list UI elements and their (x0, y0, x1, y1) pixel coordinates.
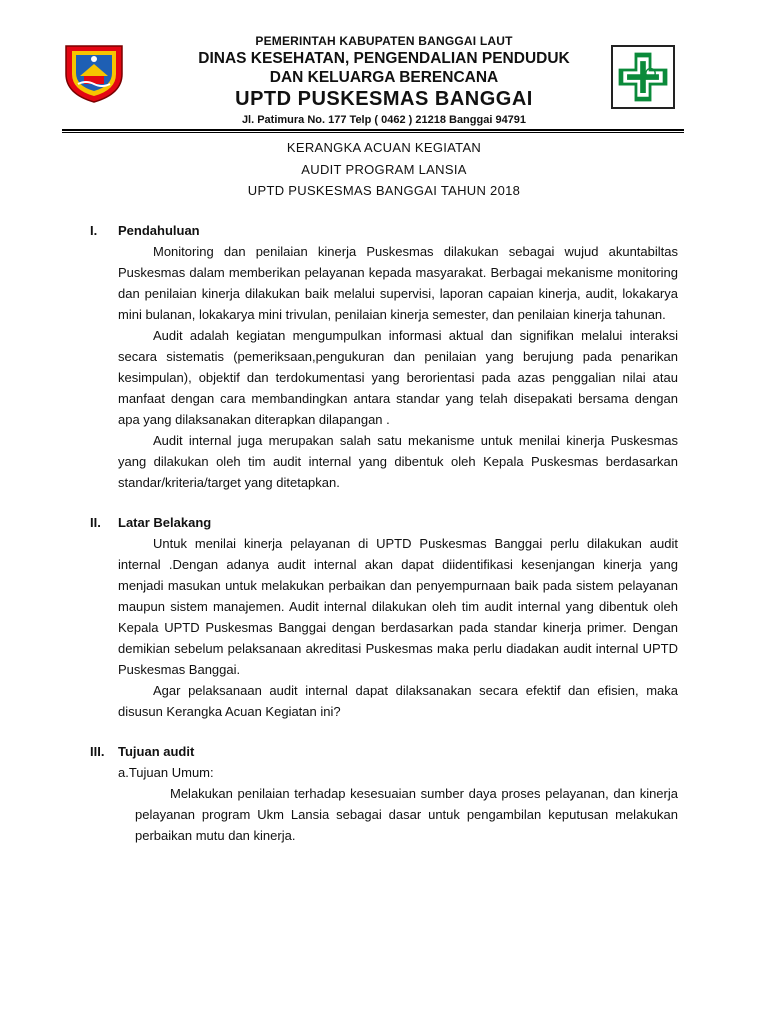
letterhead (0, 0, 768, 130)
address: Jl. Patimura No. 177 Telp ( 0462 ) 21218 Banggai 94791 (241, 114, 527, 126)
section-latar-belakang (90, 512, 678, 722)
title-line1: KERANGKA ACUAN KEGIATAN (286, 140, 482, 155)
section-title: Tujuan audit (118, 744, 195, 759)
document-title (0, 137, 768, 202)
institution-name: UPTD PUSKESMAS BANGGAI (235, 88, 533, 110)
government-name: PEMERINTAH KABUPATEN BANGGAI LAUT (255, 34, 513, 48)
section-title: Latar Belakang (118, 515, 212, 530)
section-heading (90, 220, 678, 241)
title-line3: UPTD PUSKESMAS BANGGAI TAHUN 2018 (247, 183, 521, 198)
section-number: II. (90, 515, 101, 530)
section-tujuan-audit (90, 741, 678, 846)
section-pendahuluan (90, 220, 678, 493)
puskesmas-cross-icon (611, 45, 675, 109)
paragraph: Agar pelaksanaan audit internal dapat dilaksanakan secara efektif dan efisien, maka disusun Kerangka Acuan Kegiatan ini? (118, 683, 678, 719)
paragraph: Audit internal juga merupakan salah satu mekanisme untuk menilai kinerja Puskesmas yang dilakukan oleh tim audit internal yang dibentuk oleh Kepala Puskesmas berdasarkan standar/kriteria/target yang ditetapkan. (118, 433, 678, 490)
title-line2: AUDIT PROGRAM LANSIA (301, 161, 467, 177)
paragraph: Untuk menilai kinerja pelayanan di UPTD Puskesmas Banggai perlu dilakukan audit internal .Dengan adanya audit internal akan dapat diidentifikasi kesenjangan kinerja yang menjadi masukan untuk melakukan perbaikan dan penyempurnaan baik pada sistem pelayanan maupun sistem manajemen. Audit internal dilakukan oleh tim audit internal yang dibentuk oleh Kepala UPTD Puskesmas Banggai dengan berdasarkan pada standar kinerja primer. Dengan demikian sebelum pelaksanaan akreditasi Puskesmas maka perlu diadakan audit internal UPTD Puskesmas Banggai. (118, 536, 678, 677)
letterhead-rule-thin (62, 132, 684, 133)
paragraph: Monitoring dan penilaian kinerja Puskesmas dilakukan sebagai wujud akuntabiltas Puskesmas dalam memberikan pelayanan kepada masyarakat. Berbagai mekanisme monitoring dan penilaian kinerja dilakukan baik melalui supervisi, laporan capaian kinerja, audit, lokakarya mini bulanan, lokakarya mini trivulan, penilaian kinerja semester, dan penilaian kinerja tahunan. (118, 244, 678, 322)
paragraph: Melakukan penilaian terhadap kesesuaian sumber daya proses pelayanan, dan kinerja pelayanan program Ukm Lansia sebagai dasar untuk pengambilan keputusan melakukan perbaikan mutu dan kinerja. (135, 786, 678, 843)
letterhead-rule-thick (62, 129, 684, 131)
paragraph: Audit adalah kegiatan mengumpulkan informasi aktual dan signifikan melalui interaksi secara sistematis (pemeriksaan,pengukuran dan penilaian yang berujung pada penarikan kesimpulan), objektif dan terdokumentasi yang berorientasi pada azas penggalian nilai atau manfaat dengan cara membandingkan antara standar yang telah disepakati bersama dengan apa yang dilaksanakan diterapkan dilapangan . (118, 328, 678, 427)
section-heading (90, 512, 678, 533)
section-number: I. (90, 223, 98, 238)
regency-emblem-icon (62, 40, 126, 104)
subsection-label: a.Tujuan Umum: (118, 765, 214, 780)
section-number: III. (90, 744, 105, 759)
document-body (90, 220, 678, 846)
office-name-line1: DINAS KESEHATAN, PENGENDALIAN PENDUDUK (198, 50, 570, 67)
section-heading (90, 741, 678, 762)
office-name-line2: DAN KELUARGA BERENCANA (269, 69, 499, 86)
section-title: Pendahuluan (118, 223, 200, 238)
letterhead-text (150, 33, 618, 128)
